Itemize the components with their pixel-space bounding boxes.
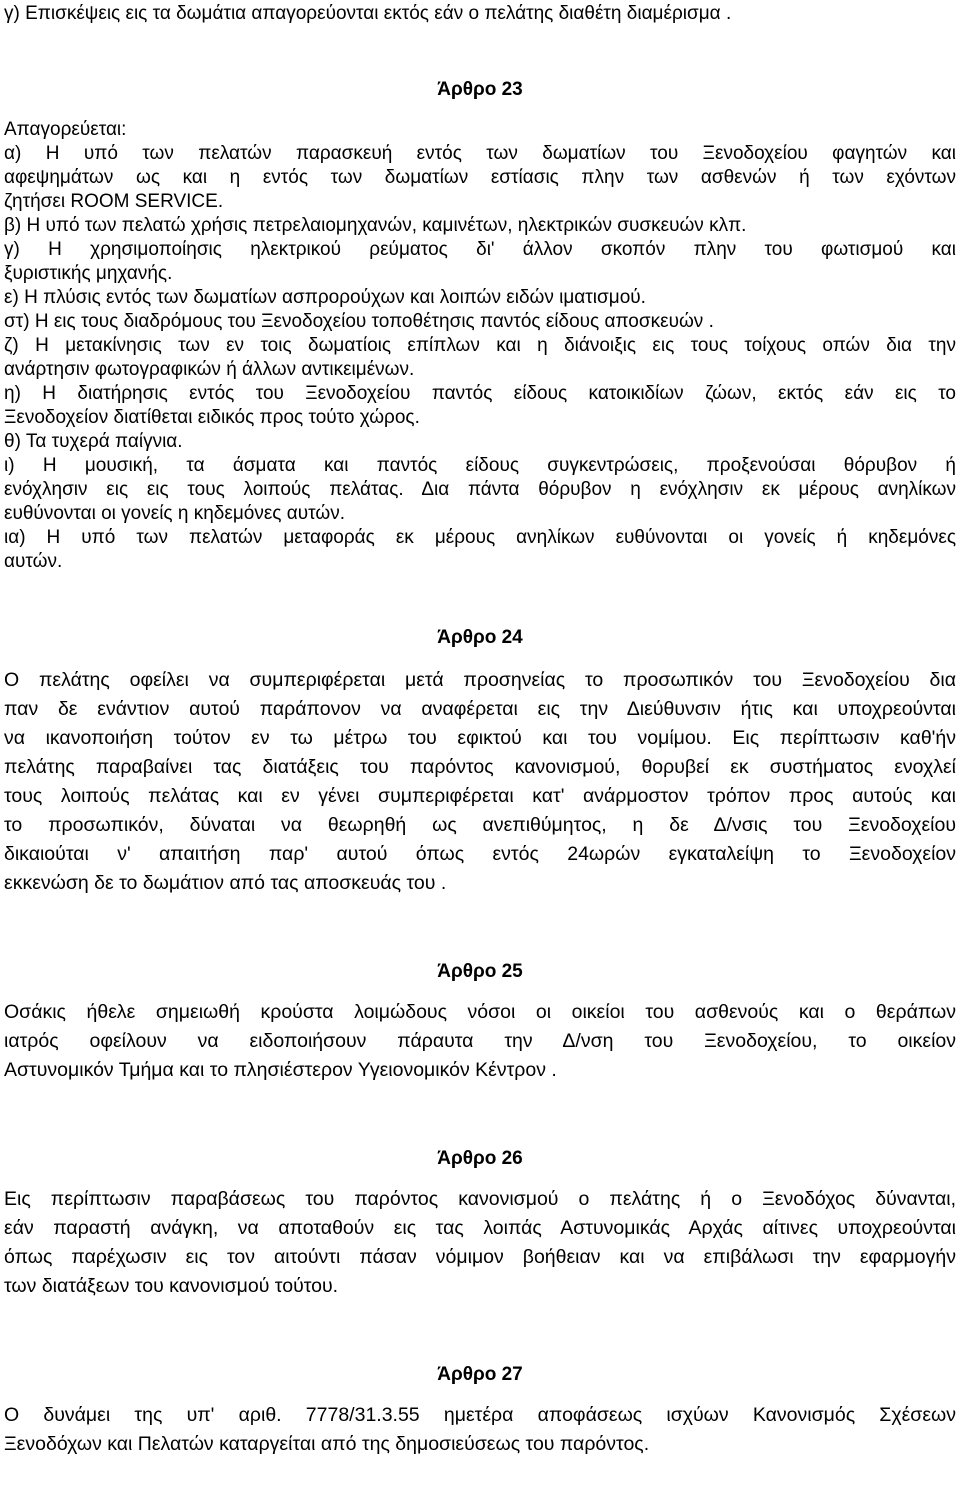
article-23-line: ανάρτησιν φωτογραφικών ή άλλων αντικειμένων. [4,359,415,380]
article-27-line: Ξενοδόχων και Πελατών καταργείται από της δημοσιεύσεως του παρόντος. [4,1433,650,1455]
article-24-line: δικαιούται ν' απαιτήση παρ' αυτού όπως εντός 24ωρών εγκαταλείψη το Ξενοδοχείον [4,843,956,865]
article-26-line: Εις περίπτωσιν παραβάσεως του παρόντος κανονισμού ο πελάτης ή ο Ξενοδόχος δύνανται, [4,1188,956,1210]
article-24-line: Ο πελάτης οφείλει να συμπεριφέρεται μετά προσηνείας το προσωπικόν του Ξενοδοχείου δια [4,669,956,691]
article-26-line: όπως παρέχωσιν εις τον αιτούντι πάσαν νόμιμον βοήθειαν και να επιβάλωσι την εφαρμογήν [4,1246,956,1268]
article-23-line: η) Η διατήρησις εντός του Ξενοδοχείου παντός είδους κατοικιδίων ζώων, εκτός εάν εις το [4,383,956,404]
article-23-line: Ξενοδοχείον διατίθεται ειδικός προς τούτο χώρος. [4,407,420,428]
article-26-line: των διατάξεων του κανονισμού τούτου. [4,1275,339,1297]
article-26-title: Άρθρο 26 [437,1148,523,1169]
article-23-line: α) Η υπό των πελατών παρασκευή εντός των δωματίων του Ξενοδοχείου φαγητών και [4,143,956,164]
article-23-line: στ) Η εις τους διαδρόμους του Ξενοδοχείου τοποθέτησις παντός είδους αποσκευών . [4,311,714,332]
article-24-body [4,666,956,898]
article-23-line: αφεψημάτων ως και η εντός των δωματίων εστίασις πλην των ασθενών ή των εχόντων [4,167,956,188]
article-23-line: θ) Τα τυχερά παίγνια. [4,431,183,452]
article-23-line: ενόχλησιν εις εις τους λοιπούς πελάτας. Δια πάντα θόρυβον η ενόχλησιν εκ μέρους ανηλίκων [4,479,956,500]
article-25-line: Αστυνομικόν Τμήμα και το πλησιέστερον Υγειονομικόν Κέντρον . [4,1059,557,1081]
article-27-body [4,1401,956,1459]
intro-line: γ) Επισκέψεις εις τα δωμάτια απαγορεύονται εκτός εάν ο πελάτης διαθέτη διαμέρισμα . [4,3,732,24]
article-23-lead: Απαγορεύεται: [4,119,127,140]
article-23-line: γ) Η χρησιμοποίησις ηλεκτρικού ρεύματος δι' άλλον σκοπόν πλην του φωτισμού και [4,239,956,260]
article-26-line: εάν παραστή ανάγκη, να αποταθούν εις τας λοιπάς Αστυνομικάς Αρχάς αίτινες υποχρεούνται [4,1217,956,1239]
article-24-line: παν δε ενάντιον αυτού παράπονον να αναφέρεται εις την Διεύθυνσιν ήτις και υποχρεούνται [4,698,956,720]
article-25-title: Άρθρο 25 [437,961,523,982]
article-24-line: το προσωπικόν, δύναται να θεωρηθή ως ανεπιθύμητος, η δε Δ/νσις του Ξενοδοχείου [4,814,956,836]
document-page [4,0,956,1459]
article-26-body [4,1185,956,1301]
article-24-line: εκκενώση δε το δωμάτιον από τας αποσκευάς του . [4,872,447,894]
article-23-line: ζ) Η μετακίνησις των εν τοις δωματίοις επίπλων και η διάνοιξις εις τους τοίχους οπών δια την [4,335,956,356]
article-25-line: ιατρός οφείλουν να ειδοποιήσουν πάραυτα την Δ/νση του Ξενοδοχείου, το οικείον [4,1030,956,1052]
article-23-line: ξυριστικής μηχανής. [4,263,173,284]
article-23-line: β) Η υπό των πελατώ χρήσις πετρελαιομηχανών, καμινέτων, ηλεκτρικών συσκευών κλπ. [4,215,747,236]
article-25-body [4,998,956,1085]
article-23-line: ευθύνονται οι γονείς η κηδεμόνες αυτών. [4,503,345,524]
article-23-body [4,118,956,574]
article-23-line: ε) Η πλύσις εντός των δωματίων ασπρορούχων και λοιπών ειδών ιματισμού. [4,287,646,308]
article-23-line: ια) Η υπό των πελατών μεταφοράς εκ μέρους ανηλίκων ευθύνονται οι γονείς ή κηδεμόνες [4,527,956,548]
article-27-line: Ο δυνάμει της υπ' αριθ. 7778/31.3.55 ημετέρα αποφάσεως ισχύων Κανονισμός Σχέσεων [4,1404,956,1426]
article-23-line: αυτών. [4,551,63,572]
article-24-line: πελάτης παραβαίνει τας διατάξεις του παρόντος κανονισμού, θορυβεί εκ συστήματος ενοχλεί [4,756,956,778]
article-23-line: ι) Η μουσική, τα άσματα και παντός είδους συγκεντρώσεις, προξενούσαι θόρυβον ή [4,455,956,476]
article-25-line: Οσάκις ήθελε σημειωθή κρούστα λοιμώδους νόσοι οι οικείοι του ασθενούς και ο θεράπων [4,1001,956,1023]
article-24-line: τους λοιπούς πελάτας και εν γένει συμπεριφέρεται κατ' ανάρμοστον τρόπον προς αυτούς και [4,785,956,807]
article-23-line: ζητήσει ROOM SERVICE. [4,191,224,212]
article-27-title: Άρθρο 27 [437,1364,523,1385]
article-24-line: να ικανοποιήση τούτον εν τω μέτρω του εφικτού και του νομίμου. Εις περίπτωσιν καθ'ήν [4,727,956,749]
article-23-title: Άρθρο 23 [437,79,523,100]
article-24-title: Άρθρο 24 [437,627,523,648]
